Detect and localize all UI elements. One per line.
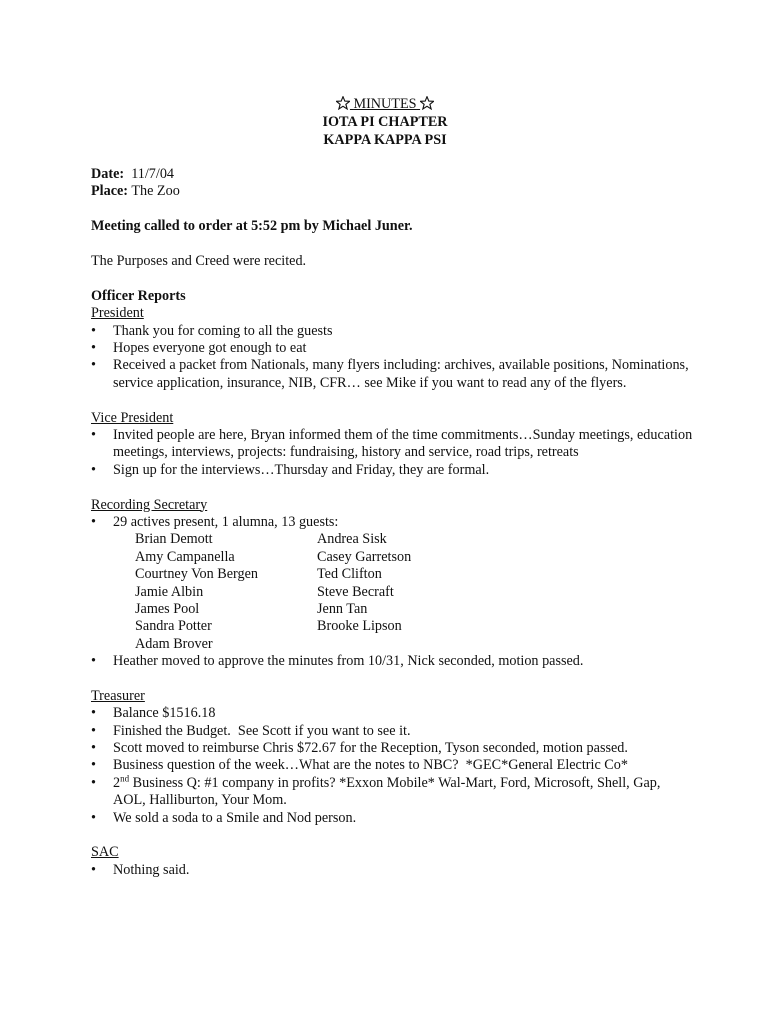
place-row xyxy=(91,183,691,200)
sac-list xyxy=(91,862,691,879)
bullet-icon: • xyxy=(91,705,96,722)
organization-name: KAPPA KAPPA PSI xyxy=(323,132,447,148)
list-item: • Balance $1516.18 xyxy=(91,705,216,722)
list-item: • Finished the Budget. See Scott if you want to see it. xyxy=(91,722,411,739)
bullet-icon: • xyxy=(91,740,96,757)
place-label: Place: xyxy=(91,183,129,200)
treasurer-heading: Treasurer xyxy=(91,687,145,704)
sac-heading: SAC xyxy=(91,844,119,861)
date-row xyxy=(91,166,691,183)
list-item: • Scott moved to reimburse Chris $72.67 for the Reception, Tyson seconded, motion passed. xyxy=(91,740,628,757)
president-heading: President xyxy=(91,305,144,322)
star-icon xyxy=(336,96,350,110)
bullet-icon: • xyxy=(91,757,96,774)
guest-name: Adam Brover xyxy=(135,635,213,652)
list-item: • We sold a soda to a Smile and Nod person. xyxy=(91,809,357,826)
minutes-title: MINUTES xyxy=(353,96,417,112)
bullet-icon: • xyxy=(91,513,96,530)
guest-name: Amy Campanella xyxy=(135,548,235,565)
guest-name: Steve Becraft xyxy=(317,583,394,600)
place-value: The Zoo xyxy=(131,183,180,200)
officer-reports-heading: Officer Reports xyxy=(91,287,186,304)
bullet-icon: • xyxy=(91,426,96,443)
bullet-icon: • xyxy=(91,653,96,670)
guest-name: Courtney Von Bergen xyxy=(135,566,258,583)
call-to-order: Meeting called to order at 5:52 pm by Michael Juner. xyxy=(91,218,413,235)
list-item: • Nothing said. xyxy=(91,861,190,878)
list-item: • Heather moved to approve the minutes from 10/31, Nick seconded, motion passed. xyxy=(91,653,584,670)
bullet-icon: • xyxy=(91,774,96,791)
guest-name: Ted Clifton xyxy=(317,566,382,583)
guest-name: Sandra Potter xyxy=(135,618,212,635)
date-label: Date: xyxy=(91,166,125,182)
guest-name: Jenn Tan xyxy=(317,600,368,617)
list-item: • 29 actives present, 1 alumna, 13 guests: xyxy=(91,513,339,530)
list-item: • Sign up for the interviews…Thursday and Friday, they are formal. xyxy=(91,461,490,478)
guest-name: James Pool xyxy=(135,600,200,617)
bullet-icon: • xyxy=(91,809,96,826)
list-item: • Thank you for coming to all the guests xyxy=(91,322,333,339)
recording-secretary-list xyxy=(91,514,691,531)
bullet-icon: • xyxy=(91,357,96,374)
vice-president-heading: Vice President xyxy=(91,409,174,426)
president-list xyxy=(91,323,691,393)
bullet-icon: • xyxy=(91,861,96,878)
title-row xyxy=(0,95,770,113)
bullet-icon: • xyxy=(91,461,96,478)
title-underlined xyxy=(336,95,434,113)
recording-secretary-heading: Recording Secretary xyxy=(91,496,208,513)
list-item: • Business question of the week…What are the notes to NBC? *GEC*General Electric Co* xyxy=(91,757,628,774)
list-item: • Received a packet from Nationals, many flyers including: archives, available positions, Nominations, service application, insurance, NIB, CFR… see Mike if you want to read any of the flyers. xyxy=(91,357,689,391)
minutes-body xyxy=(91,166,691,879)
guest-name: Brian Demott xyxy=(135,531,213,548)
bullet-icon: • xyxy=(91,339,96,356)
list-item: • Invited people are here, Bryan informed them of the time commitments…Sunday meetings, education meetings, interviews, projects: fundraising, history and service, road trips, retreats xyxy=(91,426,693,461)
guest-name: Brooke Lipson xyxy=(317,618,402,635)
treasurer-list xyxy=(91,705,691,827)
recitation-text: The Purposes and Creed were recited. xyxy=(91,252,307,269)
guest-name: Casey Garretson xyxy=(317,548,412,565)
list-item: • 2nd Business Q: #1 company in profits? *Exxon Mobile* Wal-Mart, Ford, Microsoft, Shell, Gap, AOL, Halliburton, Your Mom. xyxy=(91,773,661,809)
document-header xyxy=(0,95,770,149)
vice-president-list xyxy=(91,427,691,479)
chapter-name: IOTA PI CHAPTER xyxy=(322,114,448,130)
list-item: • Hopes everyone got enough to eat xyxy=(91,339,307,356)
star-icon xyxy=(420,96,434,110)
guest-name: Andrea Sisk xyxy=(317,531,387,548)
bullet-icon: • xyxy=(91,322,96,339)
recording-secretary-motion xyxy=(91,653,691,670)
bullet-icon: • xyxy=(91,722,96,739)
date-value: 11/7/04 xyxy=(131,166,175,182)
guest-names-grid xyxy=(91,531,691,653)
guest-name: Jamie Albin xyxy=(135,583,204,600)
